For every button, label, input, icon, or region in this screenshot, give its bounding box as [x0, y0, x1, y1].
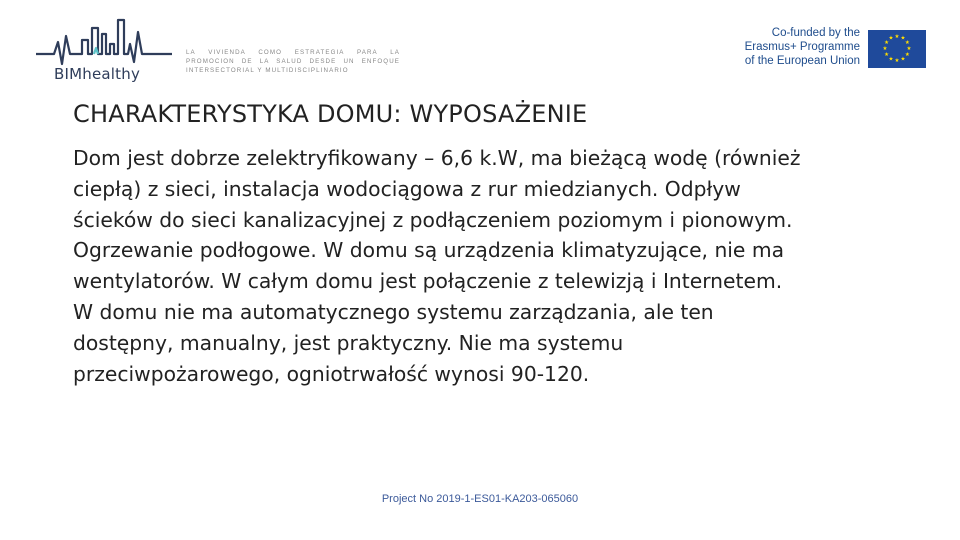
svg-text:★: ★: [900, 35, 906, 42]
svg-text:★: ★: [884, 52, 890, 58]
svg-text:★: ★: [904, 52, 910, 58]
svg-text:★: ★: [888, 35, 894, 42]
svg-text:★: ★: [904, 40, 910, 46]
house-heartbeat-icon: [36, 14, 172, 70]
svg-text:★: ★: [894, 58, 900, 64]
erasmus-line-1: Co-funded by the: [771, 27, 860, 39]
eu-flag-icon: [868, 30, 926, 68]
svg-text:★: ★: [882, 46, 888, 52]
project-number: Project No 2019-1-ES01-KA203-065060: [381, 493, 579, 505]
slide-title: CHARAKTERYSTYKA DOMU: WYPOSAŻENIE: [73, 100, 588, 128]
svg-text:★: ★: [884, 40, 890, 46]
project-tagline: LA VIVIENDA COMO ESTRATEGIA PARA LA PROMOCION DE LA SALUD DESDE UN ENFOQUE INTERSECTORIAL Y MULTIDISCIPLINARIO: [186, 49, 400, 74]
bimhealthy-logo: [36, 14, 172, 84]
slide-body-text: Dom jest dobrze zelektryfikowany – 6,6 k.W, ma bieżącą wodę (również ciepłą) z sieci, instalacja wodociągowa z rur miedzianych. Odpływ ścieków do sieci kanalizacyjnej z podłączeniem poziomym i pionowym. Ogrzewanie podłogowe. W domu są urządzenia klimatyzujące, nie ma wentylatorów. W całym domu jest połączenie z telewizją i Internetem. W domu nie ma automatycznego systemu zarządzania, ale ten dostępny, manualny, jest praktyczny. Nie ma systemu przeciwpożarowego, ogniotrwałość wynosi 90-120.: [73, 146, 801, 386]
erasmus-line-3: of the European Union: [744, 55, 860, 67]
svg-text:★: ★: [906, 46, 912, 52]
erasmus-line-2: Erasmus+ Programme: [744, 41, 860, 53]
eu-stars-icon: [868, 30, 926, 68]
erasmus-funding-text: [745, 26, 860, 68]
svg-text:★: ★: [888, 56, 894, 63]
logo-wordmark: BIMhealthy: [54, 65, 141, 83]
svg-text:★: ★: [894, 34, 900, 40]
svg-text:★: ★: [900, 56, 906, 63]
